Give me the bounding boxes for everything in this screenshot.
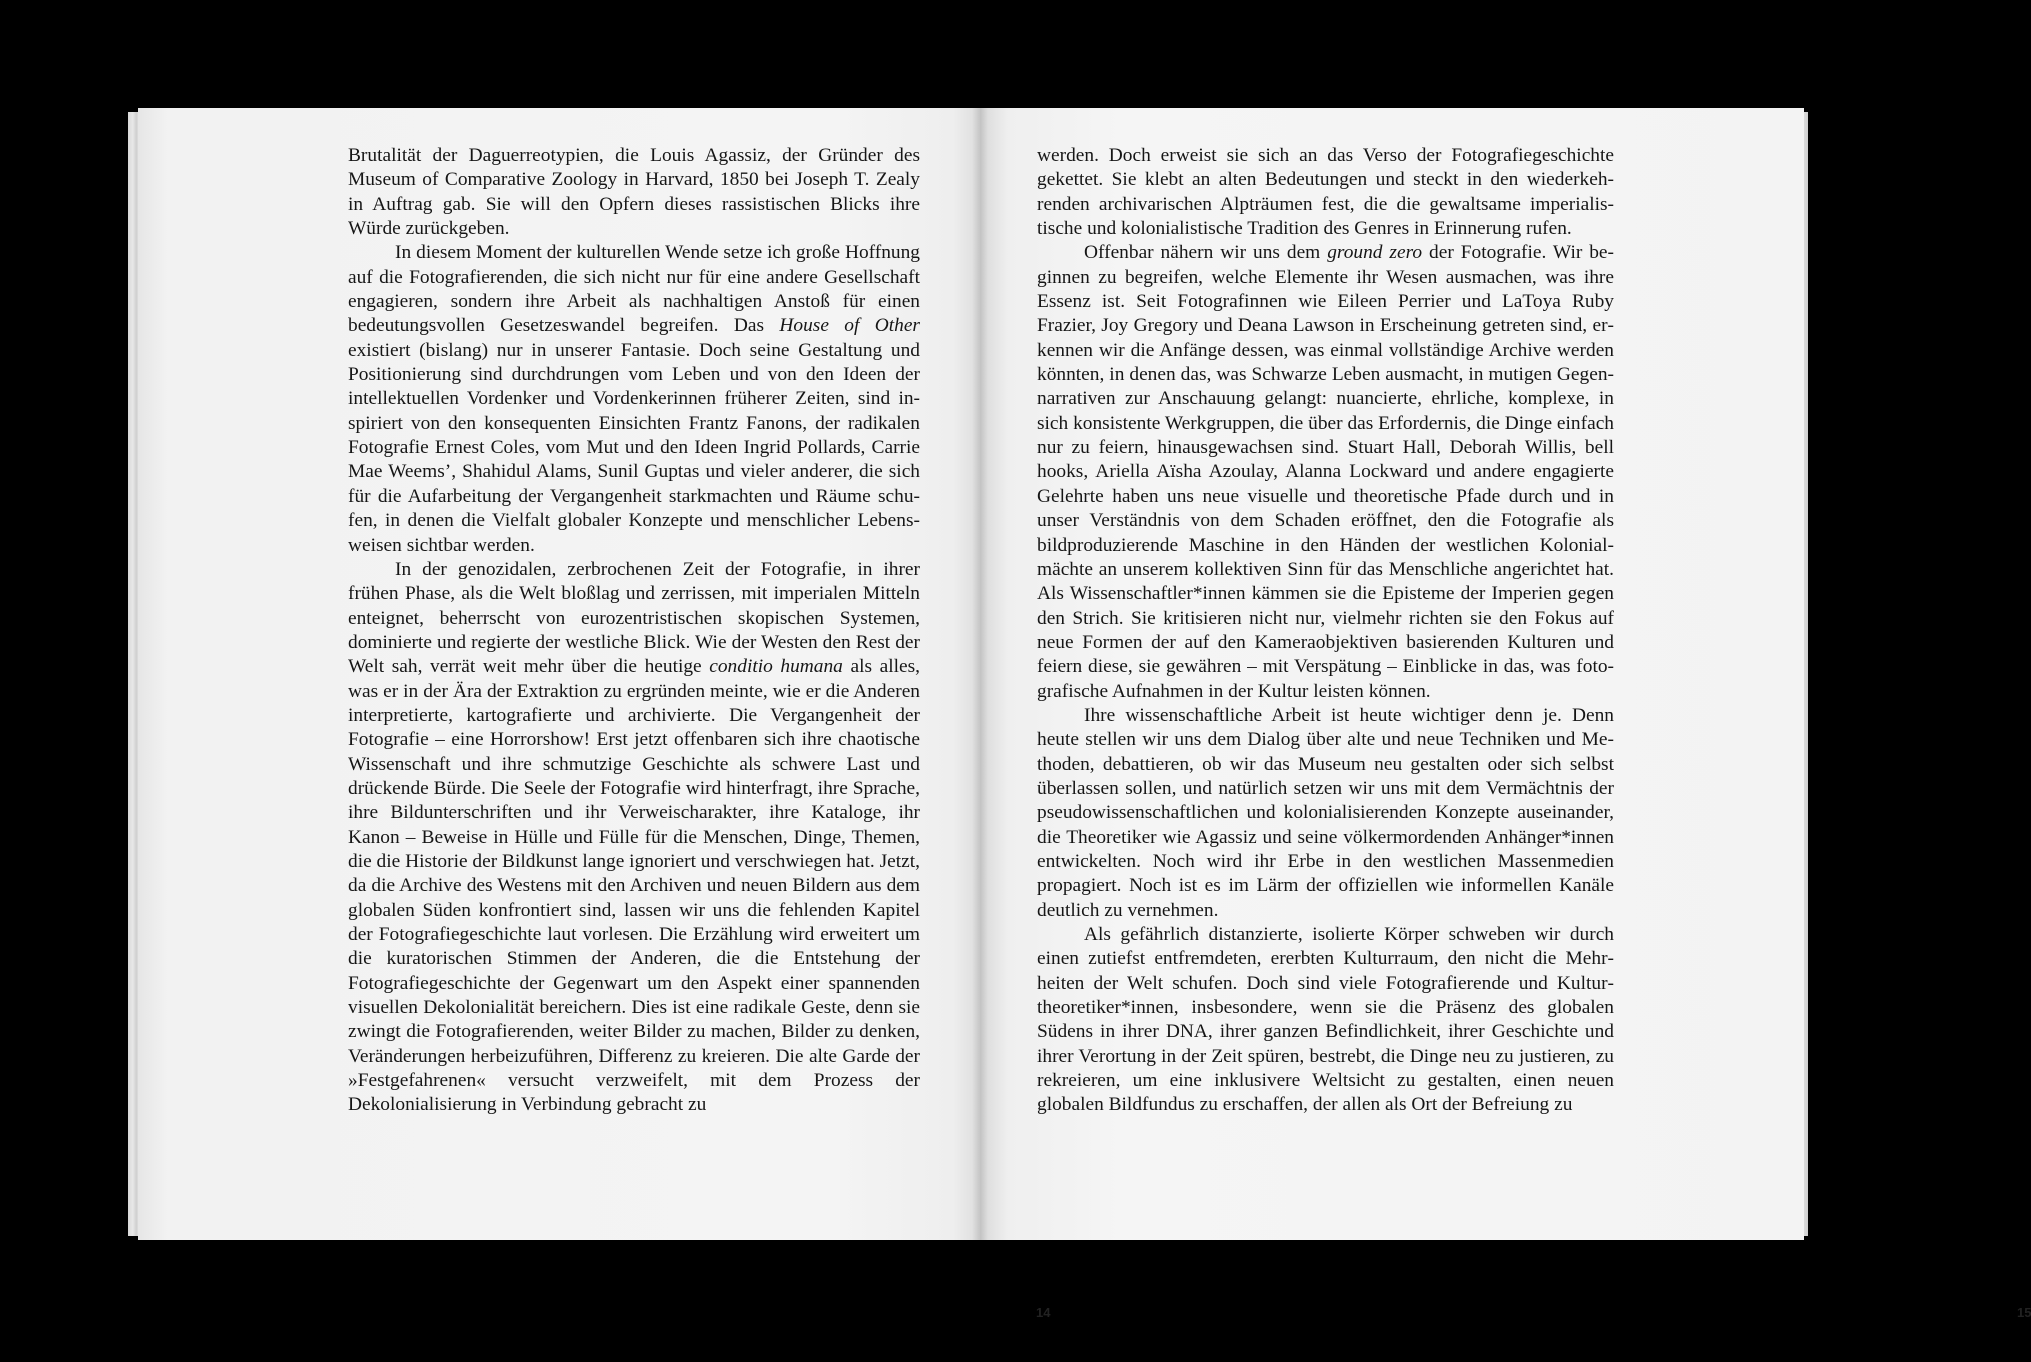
left-page-body-text: [348, 144, 920, 1118]
page-number-left: 14: [1036, 1305, 1051, 1320]
text-run: In der genozidalen, zerbrochenen Zeit der Fotografie, in ihrer frühen Phase, als die Welt bloßlag und zerrissen, mit imperialen Mitteln enteignet, beherrscht von eurozentristischen skopischen Systemen, dominierte und regierte der westliche Blick. Wie der Westen den Rest der Welt sah, verrät weit mehr über die heutige: [348, 558, 920, 678]
paragraph: [1037, 923, 1614, 1118]
text-run: existiert (bislang) nur in unserer Fantasie. Doch seine Gestaltung und Positionierung sind durchdrungen vom Leben und von den Ideen der intellektuellen Vordenker und Vordenkerinnen früherer Zeiten, sind inspiriert von den konsequenten Einsichten Frantz Fanons, der radikalen Fotografie Ernest Coles, vom Mut und den Ideen Ingrid Pollards, Carrie Mae Weems’, Shahidul Alams, Sunil Guptas und vieler anderer, die sich für die Aufarbeitung der Vergangenheit starkmachten und Räume schufen, in denen die Vielfalt globaler Konzepte und menschlicher Lebensweisen sichtbar werden.: [348, 339, 920, 556]
text-run: Als gefährlich distanzierte, isolierte Körper schweben wir durch einen zutiefst entfremdeten, ererbten Kulturraum, den nicht die Mehrheiten der Welt schufen. Doch sind viele Fotografierende und Kulturtheoretiker*innen, insbesondere, wenn sie die Präsenz des globalen Südens in ihrer DNA, ihrer ganzen Befindlichkeit, ihrer Geschichte und ihrer Verortung in der Zeit spüren, bestrebt, die Dinge neu zu justieren, zu rekreieren, um eine inklusivere Weltsicht zu gestalten, einen neuen globalen Bildfundus zu erschaffen, der allen als Ort der Befreiung zu: [1037, 924, 1614, 1116]
left-page: [138, 108, 1051, 1320]
book-gutter-shadow: [972, 108, 988, 1240]
paragraph: [348, 241, 920, 557]
text-run: Ihre wissenschaftliche Arbeit ist heute wichtiger denn je. Denn heute stellen wir uns dem Dialog über alte und neue Techniken und Methoden, debattieren, ob wir das Museum neu gestalten oder sich selbst überlassen sollen, und natürlich setzen wir uns mit dem Vermächtnis der pseudowissenschaftlichen und kolonialisierenden Konzepte auseinander, die Theoretiker wie Agassiz und seine völkermordenden Anhänger*innen entwickelten. Noch wird ihr Erbe in den westlichen Massenmedien propagiert. Noch ist es im Lärm der offiziellen wie informellen Kanäle deutlich zu vernehmen.: [1037, 704, 1614, 921]
text-run: der Fotografie. Wir beginnen zu begreifen, welche Elemente ihr Wesen ausmachen, was ihre Essenz ist. Seit Fotografinnen wie Eileen Perrier und LaToya Ruby Frazier, Joy Gregory und Deana Lawson in Erscheinung getreten sind, erkennen wir die Anfänge dessen, was einmal vollständige Archive werden könnten, in denen das, was Schwarze Leben ausmacht, in mutigen Gegennarrativen zur Anschauung gelangt: nuancierte, ehrliche, komplexe, in sich konsistente Werkgruppen, die über das Erfordernis, die Dinge einfach nur zu feiern, hinausgewachsen sind. Stuart Hall, Deborah Willis, bell hooks, Ariella Aïsha Azoulay, Alanna Lockward und andere engagierte Gelehrte haben uns neue visuelle und theoretische Pfade durch und in unser Verständnis von dem Schaden eröffnet, den die Fotografie als bildproduzierende Maschine in den Händen der westlichen Kolonialmächte an unserem kollektiven Sinn für das Menschliche angerichtet hat. Als Wissenschaftler*innen kämmen sie die Episteme der Imperien gegen den Strich. Sie kritisieren nicht nur, vielmehr richten sie den Fokus auf neue Formen der auf den Kameraobjektiven basierenden Kulturen und feiern diese, sie gewähren – mit Verspätung – Einblicke in das, was fotografische Aufnahmen in der Kultur leisten können.: [1037, 242, 1614, 702]
paragraph: [348, 558, 920, 1118]
text-run: Offenbar nähern wir uns dem: [1084, 242, 1328, 264]
page-number-right: 15: [2017, 1305, 2031, 1320]
italic-title-house-of-other: House of Other: [779, 315, 920, 337]
text-run: werden. Doch erweist sie sich an das Verso der Fotografiegeschichte gekettet. Sie klebt an alten Bedeutungen und steckt in den wiederkehrenden archivarischen Alpträumen fest, die die gewaltsame imperialistische und kolonialistische Tradition des Genres in Erinnerung rufen.: [1037, 145, 1614, 240]
text-run: als alles, was er in der Ära der Extraktion zu ergründen meinte, wie er die Anderen interpretierte, kartografierte und archivierte. Die Vergangenheit der Fotografie – eine Horrorshow! Erst jetzt offenbaren sich ihre chaotische Wissenschaft und ihre schmutzige Geschichte als schwere Last und drückende Bürde. Die Seele der Fotografie wird hinterfragt, ihre Sprache, ihre Bildunterschriften und ihr Verweischarakter, ihre Kataloge, ihr Kanon – Beweise in Hülle und Fülle für die Menschen, Dinge, Themen, die die Historie der Bildkunst lange ignoriert und verschwiegen hat. Jetzt, da die Archive des Westens mit den Archiven und neuen Bildern aus dem globalen Süden konfrontiert sind, lassen wir uns die fehlenden Kapitel der Fotografiegeschichte laut vorlesen. Die Erzählung wird erweitert um die kuratorischen Stimmen der Anderen, die die Entstehung der Fotografiegeschichte der Gegenwart um den Aspekt einer spannenden visuellen Dekolonialität bereichern. Dies ist eine radikale Geste, denn sie zwingt die Fotografierenden, weiter Bilder zu machen, Bilder zu denken, Veränderungen herbeizuführen, Differenz zu kreieren. Die alte Garde der »Festgefahrenen« versucht verzweifelt, mit dem Prozess der Dekolonialisierung in Verbindung gebracht zu: [348, 656, 920, 1116]
text-run: In diesem Moment der kulturellen Wende setze ich große Hoffnung auf die Fotografierenden, die sich nicht nur für eine andere Gesellschaft engagieren, sondern ihre Arbeit als nachhaltigen Anstoß für einen bedeutungsvollen Gesetzeswandel begreifen. Das: [348, 242, 920, 337]
italic-term-ground-zero: ground zero: [1327, 242, 1423, 264]
paragraph: [348, 144, 920, 241]
paragraph: [1037, 241, 1614, 704]
paragraph: [1037, 144, 1614, 241]
paragraph: [1037, 704, 1614, 923]
italic-term-conditio-humana: conditio humana: [709, 656, 843, 678]
text-run: Brutalität der Daguerreotypien, die Louis Agassiz, der Gründer des Museum of Comparative Zoology in Harvard, 1850 bei Joseph T. Zealy in Auftrag gab. Sie will den Opfern dieses rassistischen Blicks ihre Würde zurückgeben.: [348, 145, 920, 240]
right-page-body-text: [1037, 144, 1614, 1118]
